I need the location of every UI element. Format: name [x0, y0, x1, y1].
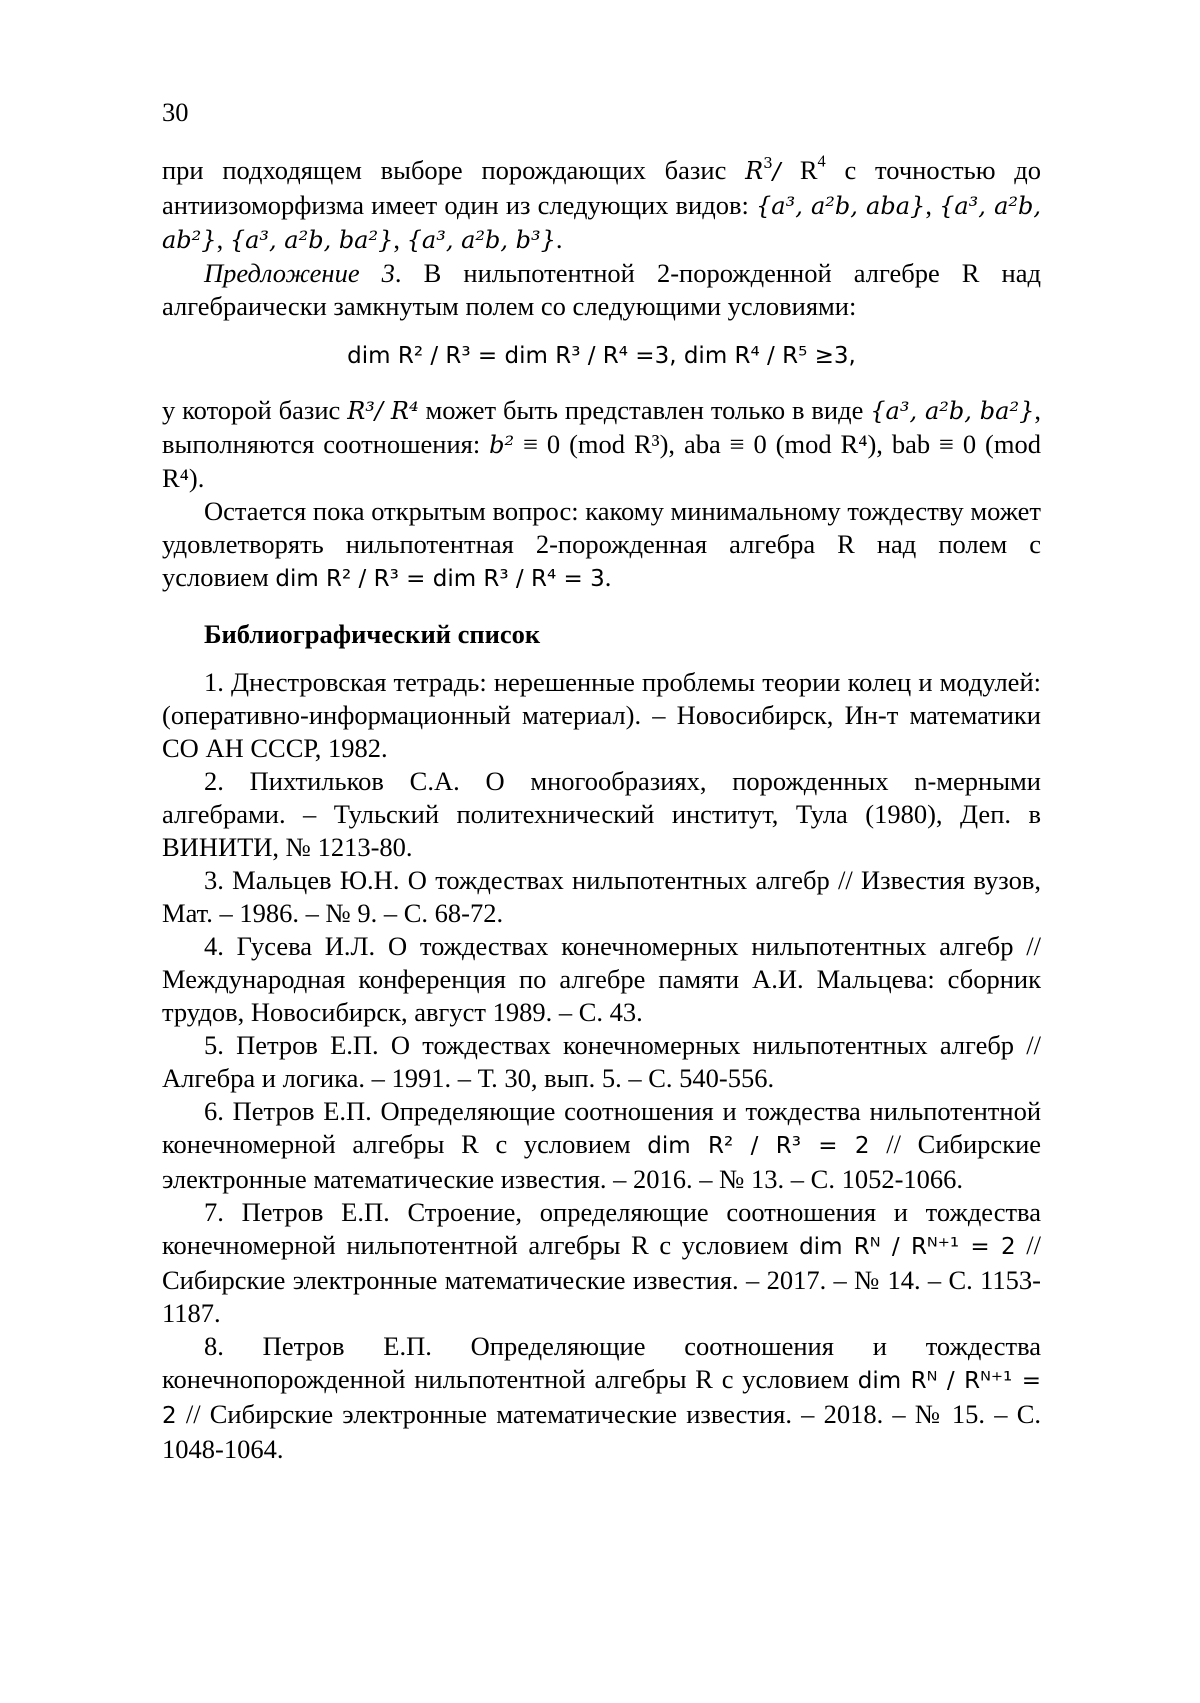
text-fragment: R4 — [800, 155, 826, 185]
reference-item: 6. Петров Е.П. Определяющие соотношения и тождества нильпотентной конечномерной алгебры R с условием dim R² / R³ = 2 // Сибирские электронные математические известия. – 2016. – № 13. – С. 1052-1066. — [162, 1095, 1041, 1196]
math-set-1: {a³, a²b, aba} — [756, 192, 925, 220]
text-fragment: Остается пока открытым вопрос: какому минимальному тождеству может удовлетворять нильпотентная 2-порожденная алгебра R над полем с условием — [162, 496, 1041, 592]
proposition-label: Предложение 3 — [204, 258, 395, 288]
math-condition: dim R² / R³ = dim R³ / R⁴ = 3 — [275, 566, 604, 592]
text-fragment: у которой базис — [162, 395, 347, 425]
bibliography-heading: Библиографический список — [162, 618, 1041, 651]
math-b-squared: b² — [489, 431, 514, 459]
paragraph-open-question: Остается пока открытым вопрос: какому минимальному тождеству может удовлетворять нильпотентная 2-порожденная алгебра R над полем с условием dim R² / R³ = dim R³ / R⁴ = 3. — [162, 495, 1041, 596]
math-set-3: {a³, a²b, ba²} — [230, 226, 394, 254]
math-set-4: {a³, a²b, b³} — [407, 226, 556, 254]
reference-item: 4. Гусева И.Л. О тождествах конечномерных нильпотентных алгебр // Международная конференция по алгебре памяти А.И. Мальцева: сборник трудов, Новосибирск, август 1989. – С. 43. — [162, 930, 1041, 1029]
display-formula: dim R² / R³ = dim R³ / R⁴ =3, dim R⁴ / R⁵ ≥3, — [162, 340, 1041, 373]
reference-item: 3. Мальцев Ю.Н. О тождествах нильпотентных алгебр // Известия вузов, Мат. – 1986. – № 9. – С. 68-72. — [162, 864, 1041, 930]
math-condition: dim R² / R³ = 2 — [647, 1133, 869, 1159]
math-set: {a³, a²b, ba²} — [870, 397, 1034, 425]
math-condition: dim Rᴺ / Rᴺ⁺¹ = 2 — [162, 1368, 1041, 1429]
page-content — [162, 96, 1041, 1466]
paragraph-proposition-3 — [162, 257, 1041, 323]
page-number: 30 — [162, 96, 1041, 129]
reference-item: 7. Петров Е.П. Строение, определяющие соотношения и тождества конечномерной нильпотентной алгебры R с условием dim Rᴺ / Rᴺ⁺¹ = 2 // Сибирские электронные математические известия. – 2017. – № 14. – С. 1153-1187. — [162, 1196, 1041, 1330]
reference-item: 5. Петров Е.П. О тождествах конечномерных нильпотентных алгебр // Алгебра и логика. – 1991. – Т. 30, вып. 5. – С. 540-556. — [162, 1029, 1041, 1095]
text-fragment: может быть представлен только в виде — [419, 395, 871, 425]
paragraph-relations — [162, 394, 1041, 495]
reference-item: 1. Днестровская тетрадь: нерешенные проблемы теории колец и модулей: (оперативно-информационный материал). – Новосибирск, Ин-т математики СО АН СССР, 1982. — [162, 666, 1041, 765]
math-basis: R3/ — [745, 157, 800, 185]
reference-item: 2. Пихтильков С.А. О многообразиях, порожденных n-мерными алгебрами. – Тульский политехнический институт, Тула (1980), Деп. в ВИНИТИ, № 1213-80. — [162, 765, 1041, 864]
math-basis: R³/ R⁴ — [347, 397, 418, 425]
math-set-2: {a³, a²b, ab²} — [162, 192, 1041, 254]
text-fragment: при подходящем выборе порождающих базис — [162, 155, 745, 185]
text-fragment: ≡ 0 (mod R³), aba ≡ 0 (mod R⁴), bab ≡ 0 (mod R⁴). — [162, 429, 1041, 493]
paragraph-basis-forms: при подходящем выборе порождающих базис R3/ R4 с точностью до антиизоморфизма имеет один из следующих видов: {a³, a²b, aba}, {a³, a²b, ab²}, {a³, a²b, ba²}, {a³, a²b, b³}. — [162, 154, 1041, 257]
math-condition: dim Rᴺ / Rᴺ⁺¹ = 2 — [799, 1234, 1016, 1260]
text-fragment: . В нильпотентной 2-порожденной алгебре R над алгебраически замкнутым полем со следующими условиями: — [162, 258, 1041, 321]
reference-item: 8. Петров Е.П. Определяющие соотношения и тождества конечнопорожденной нильпотентной алгебры R с условием dim Rᴺ / Rᴺ⁺¹ = 2 // Сибирские электронные математические известия. – 2018. – № 15. – С. 1048-1064. — [162, 1330, 1041, 1466]
text-fragment: с точностью до антиизоморфизма имеет один из следующих видов: — [162, 155, 1041, 220]
text-fragment: , выполняются соотношения: — [162, 395, 1041, 459]
